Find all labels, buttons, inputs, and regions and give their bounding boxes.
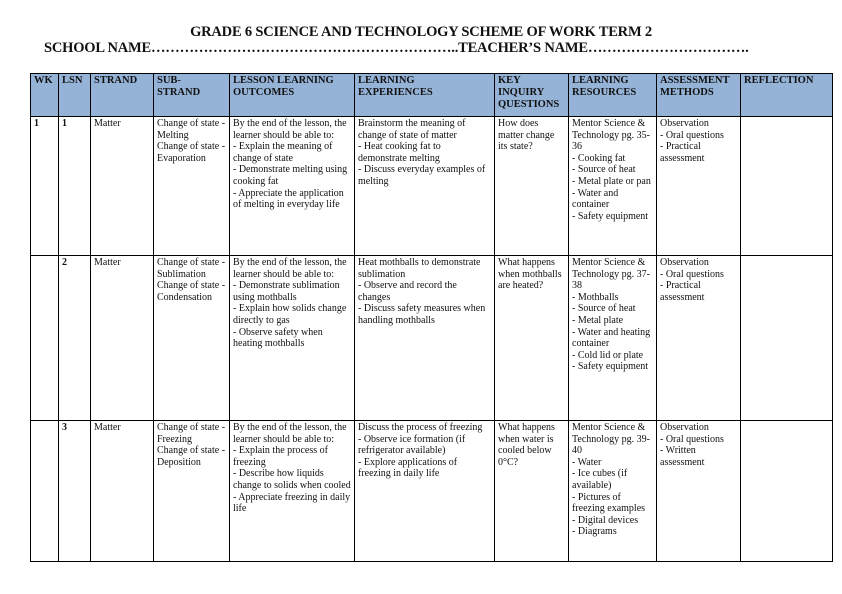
header-experiences: LEARNING EXPERIENCES <box>355 74 495 117</box>
cell-assessment: Observation - Oral questions - Written assessment <box>657 421 741 562</box>
cell-experiences: Heat mothballs to demonstrate sublimation - Observe and record the changes - Discuss safety measures when handling mothballs <box>355 256 495 421</box>
cell-outcomes: By the end of the lesson, the learner should be able to: - Explain the meaning of change of state - Demonstrate melting using cooking fat - Appreciate the application of melting in everyday life <box>230 117 355 256</box>
cell-strand: Matter <box>91 117 154 256</box>
table-row <box>31 421 833 562</box>
cell-experiences: Brainstorm the meaning of change of state of matter - Heat cooking fat to demonstrate melting - Discuss everyday examples of melting <box>355 117 495 256</box>
cell-key-question: How does matter change its state? <box>495 117 569 256</box>
header-key-questions: KEY INQUIRY QUESTIONS <box>495 74 569 117</box>
document-title: GRADE 6 SCIENCE AND TECHNOLOGY SCHEME OF WORK TERM 2 <box>190 24 652 40</box>
cell-resources: Mentor Science & Technology pg. 39-40 - Water - Ice cubes (if available) - Pictures of freezing examples - Digital devices - Diagrams <box>569 421 657 562</box>
header-outcomes: LESSON LEARNING OUTCOMES <box>230 74 355 117</box>
cell-outcomes: By the end of the lesson, the learner should be able to: - Explain the process of freezing - Describe how liquids change to solids when cooled - Appreciate freezing in daily life <box>230 421 355 562</box>
cell-resources: Mentor Science & Technology pg. 37-38 - Mothballs - Source of heat - Metal plate - Water and heating container - Cold lid or plate - Safety equipment <box>569 256 657 421</box>
cell-wk <box>31 421 59 562</box>
header-reflection: REFLECTION <box>741 74 833 117</box>
cell-lsn: 1 <box>59 117 91 256</box>
header-sub-strand: SUB- STRAND <box>154 74 230 117</box>
cell-assessment: Observation - Oral questions - Practical assessment <box>657 117 741 256</box>
cell-reflection <box>741 421 833 562</box>
cell-lsn: 3 <box>59 421 91 562</box>
cell-sub-strand: Change of state - Freezing Change of state - Deposition <box>154 421 230 562</box>
cell-experiences: Discuss the process of freezing - Observe ice formation (if refrigerator available) - Explore applications of freezing in daily life <box>355 421 495 562</box>
cell-wk <box>31 256 59 421</box>
header-resources: LEARNING RESOURCES <box>569 74 657 117</box>
header-strand: STRAND <box>91 74 154 117</box>
table-row <box>31 256 833 421</box>
cell-key-question: What happens when mothballs are heated? <box>495 256 569 421</box>
school-teacher-name-line: SCHOOL NAME………………………………………………………..TEACHER’S NAME……………………………. <box>44 40 749 56</box>
header-lsn: LSN <box>59 74 91 117</box>
cell-resources: Mentor Science & Technology pg. 35-36 - Cooking fat - Source of heat - Metal plate or pan - Water and container - Safety equipment <box>569 117 657 256</box>
cell-sub-strand: Change of state - Sublimation Change of state - Condensation <box>154 256 230 421</box>
table-header-row <box>31 74 833 117</box>
cell-sub-strand: Change of state - Melting Change of state - Evaporation <box>154 117 230 256</box>
cell-strand: Matter <box>91 256 154 421</box>
scheme-of-work-table <box>30 73 833 562</box>
header-assessment: ASSESSMENT METHODS <box>657 74 741 117</box>
cell-wk: 1 <box>31 117 59 256</box>
cell-reflection <box>741 117 833 256</box>
header-wk: WK <box>31 74 59 117</box>
cell-outcomes: By the end of the lesson, the learner should be able to: - Demonstrate sublimation using mothballs - Explain how solids change directly to gas - Observe safety when heating mothballs <box>230 256 355 421</box>
table-row <box>31 117 833 256</box>
cell-strand: Matter <box>91 421 154 562</box>
cell-assessment: Observation - Oral questions - Practical assessment <box>657 256 741 421</box>
cell-key-question: What happens when water is cooled below 0°C? <box>495 421 569 562</box>
cell-lsn: 2 <box>59 256 91 421</box>
cell-reflection <box>741 256 833 421</box>
